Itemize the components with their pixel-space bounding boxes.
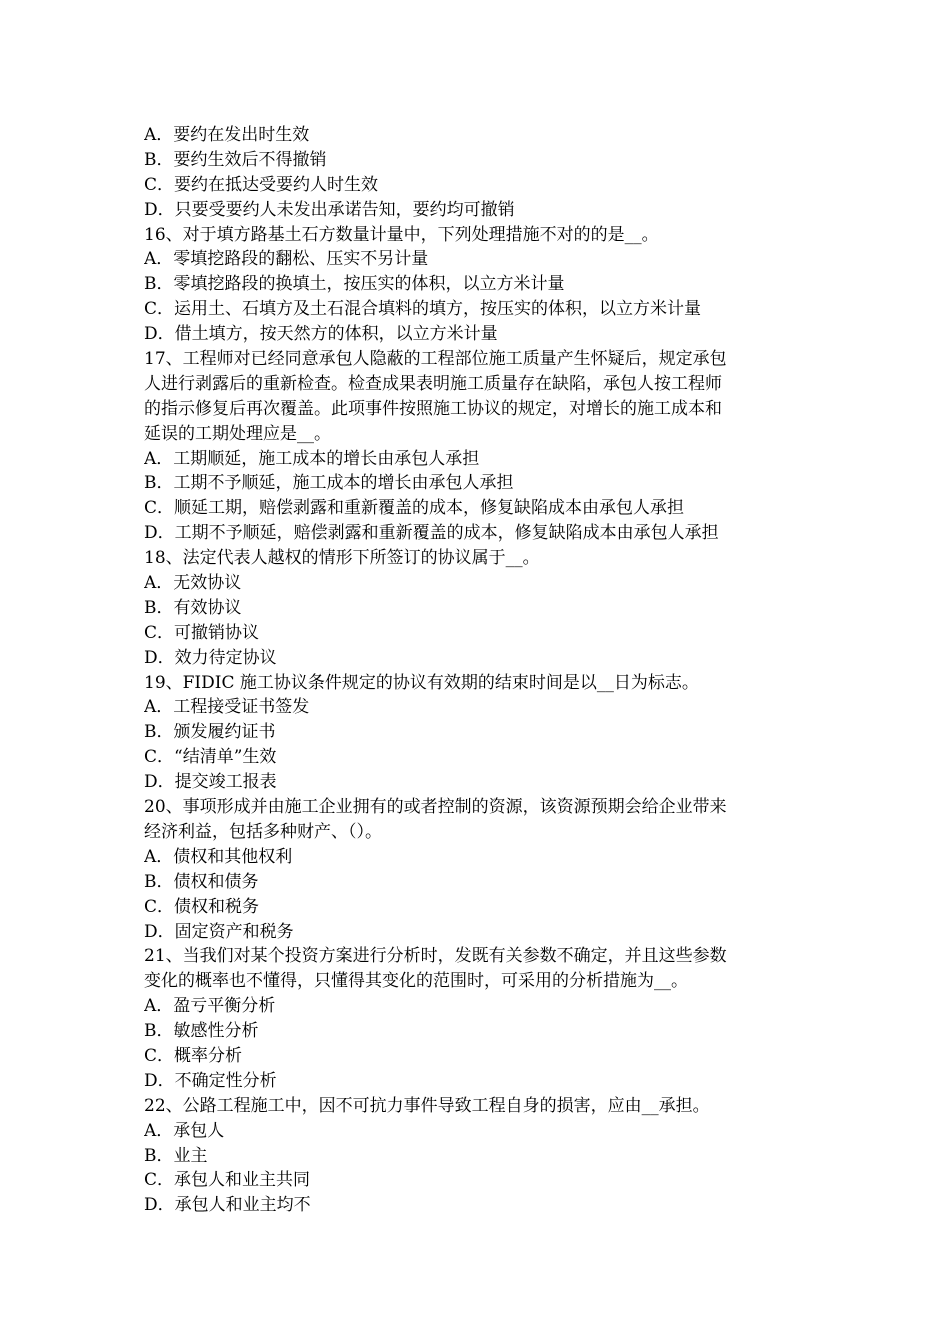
text-line: A．债权和其他权利	[144, 846, 293, 867]
text-line: B．敏感性分析	[144, 1021, 259, 1042]
text-line: 21、当我们对某个投资方案进行分析时，发既有关参数不确定，并且这些参数	[144, 946, 727, 967]
text-line: C．“结清单”生效	[144, 747, 277, 768]
text-line: C．要约在抵达受要约人时生效	[144, 174, 379, 195]
text-line: 延误的工期处理应是__。	[144, 423, 331, 444]
text-line: B．零填挖路段的换填土，按压实的体积，以立方米计量	[144, 274, 565, 295]
text-line: 17、工程师对已经同意承包人隐蔽的工程部位施工质量产生怀疑后，规定承包	[144, 349, 727, 370]
text-line: 的指示修复后再次覆盖。此项事件按照施工协议的规定，对增长的施工成本和	[144, 398, 722, 419]
document-body	[144, 123, 814, 1218]
text-line: 22、公路工程施工中，因不可抗力事件导致工程自身的损害，应由__承担。	[144, 1095, 710, 1116]
text-line: A．工期顺延，施工成本的增长由承包人承担	[144, 448, 480, 469]
text-line: C．顺延工期，赔偿剥露和重新覆盖的成本，修复缺陷成本由承包人承担	[144, 498, 685, 519]
text-line: 18、法定代表人越权的情形下所签订的协议属于__。	[144, 548, 540, 569]
text-line: 变化的概率也不懂得，只懂得其变化的范围时，可采用的分析措施为__。	[144, 971, 688, 992]
text-line: 20、事项形成并由施工企业拥有的或者控制的资源，该资源预期会给企业带来	[144, 797, 727, 818]
text-line: C．债权和税务	[144, 896, 260, 917]
text-line: B．要约生效后不得撤销	[144, 149, 327, 170]
text-line: D．提交竣工报表	[144, 772, 277, 793]
text-line: 16、对于填方路基土石方数量计量中，下列处理措施不对的的是__。	[144, 224, 659, 245]
text-line: C．运用土、石填方及土石混合填料的填方，按压实的体积，以立方米计量	[144, 299, 702, 320]
text-line: D．借土填方，按天然方的体积，以立方米计量	[144, 324, 498, 345]
text-line: A．盈亏平衡分析	[144, 996, 276, 1017]
text-line: B．业主	[144, 1145, 208, 1166]
text-line: A．工程接受证书签发	[144, 697, 310, 718]
text-line: A．无效协议	[144, 573, 242, 594]
text-line: B．债权和债务	[144, 871, 259, 892]
text-line: A．零填挖路段的翻松、压实不另计量	[144, 249, 429, 270]
text-line: D．承包人和业主均不	[144, 1195, 311, 1216]
text-line: A．承包人	[144, 1120, 225, 1141]
text-line: B．工期不予顺延，施工成本的增长由承包人承担	[144, 473, 514, 494]
text-line: C．概率分析	[144, 1045, 243, 1066]
text-line: C．可撤销协议	[144, 622, 260, 643]
text-line: D．效力待定协议	[144, 647, 277, 668]
text-line: D．固定资产和税务	[144, 921, 294, 942]
text-line: A．要约在发出时生效	[144, 125, 310, 145]
text-line: D．只要受要约人未发出承诺告知，要约均可撤销	[144, 199, 515, 220]
text-line: D．不确定性分析	[144, 1070, 277, 1091]
text-line: C．承包人和业主共同	[144, 1170, 311, 1191]
text-line: B．颁发履约证书	[144, 722, 276, 743]
text-line: 人进行剥露后的重新检查。检查成果表明施工质量存在缺陷，承包人按工程师	[144, 373, 722, 394]
text-line: B．有效协议	[144, 597, 242, 618]
text-line: 经济利益，包括多种财产、（）。	[144, 821, 382, 842]
text-line: 19、FIDIC 施工协议条件规定的协议有效期的结束时间是以__日为标志。	[144, 672, 699, 693]
text-line: D．工期不予顺延，赔偿剥露和重新覆盖的成本，修复缺陷成本由承包人承担	[144, 523, 719, 544]
